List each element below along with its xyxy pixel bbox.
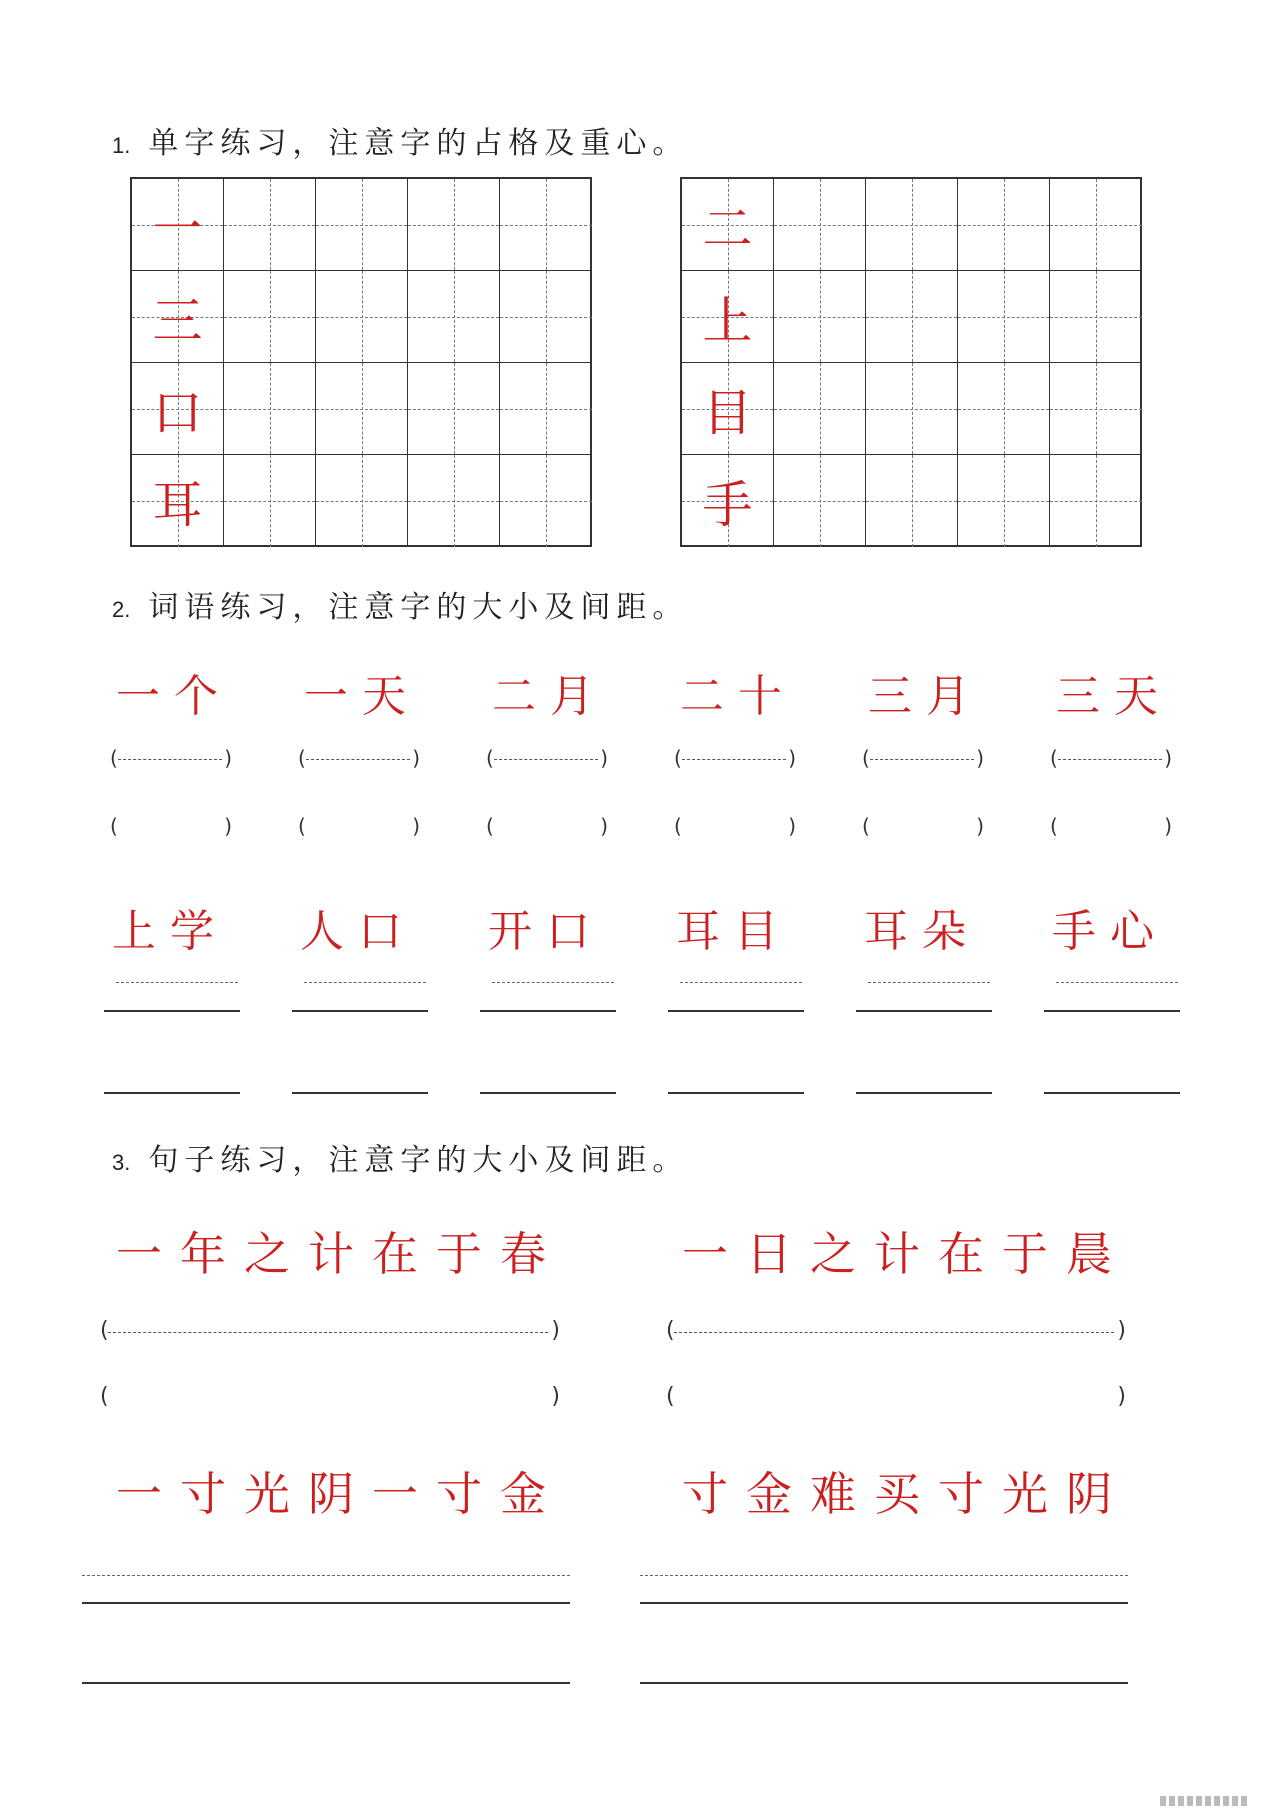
grid-cell[interactable] bbox=[866, 271, 958, 363]
guide-line-horizontal bbox=[866, 225, 957, 226]
paren-open: ( bbox=[486, 746, 494, 770]
dashed-writing-line bbox=[116, 982, 238, 983]
guide-line-horizontal bbox=[1050, 317, 1142, 318]
guide-line-horizontal bbox=[500, 225, 592, 226]
grid-cell[interactable] bbox=[774, 271, 866, 363]
grid-cell[interactable] bbox=[500, 455, 592, 547]
guide-line-horizontal bbox=[500, 501, 592, 502]
dashed-guide bbox=[108, 1332, 548, 1333]
grid-cell[interactable] bbox=[408, 271, 500, 363]
model-word: 一天 bbox=[304, 671, 420, 722]
paren-close: ) bbox=[1164, 814, 1172, 838]
paren-close: ) bbox=[412, 746, 420, 770]
paren-open: ( bbox=[110, 814, 118, 838]
writing-line[interactable] bbox=[292, 1092, 428, 1094]
section-number: 3. bbox=[112, 1150, 131, 1175]
guide-line-horizontal bbox=[224, 225, 315, 226]
model-sentence: 一日之计在于晨 bbox=[682, 1227, 1130, 1281]
model-sentence: 一寸光阴一寸金 bbox=[116, 1467, 564, 1521]
grid-cell[interactable] bbox=[500, 271, 592, 363]
guide-line-horizontal bbox=[1050, 501, 1142, 502]
writing-line[interactable] bbox=[104, 1010, 240, 1012]
section-title: 单字练习，注意字的占格及重心。 bbox=[148, 126, 689, 161]
paren-close: ) bbox=[1117, 1384, 1126, 1409]
grid-cell[interactable] bbox=[500, 179, 592, 271]
model-word: 三天 bbox=[1056, 671, 1172, 722]
writing-grid-right bbox=[680, 177, 1142, 547]
paren-open: ( bbox=[674, 746, 682, 770]
guide-line-horizontal bbox=[408, 317, 499, 318]
guide-line-horizontal bbox=[774, 317, 865, 318]
paren-close: ) bbox=[976, 814, 984, 838]
guide-line-horizontal bbox=[866, 501, 957, 502]
paren-open: ( bbox=[298, 814, 306, 838]
writing-line[interactable] bbox=[1044, 1092, 1180, 1094]
guide-line-horizontal bbox=[408, 409, 499, 410]
grid-cell[interactable] bbox=[224, 455, 316, 547]
model-word: 三月 bbox=[868, 671, 984, 722]
grid-cell bbox=[132, 271, 224, 363]
section-title: 词语练习，注意字的大小及间距。 bbox=[148, 590, 689, 625]
grid-cell bbox=[682, 179, 774, 271]
pinyin-answer-box[interactable] bbox=[1050, 746, 1172, 772]
paren-close: ) bbox=[412, 814, 420, 838]
grid-cell bbox=[682, 363, 774, 455]
guide-line-horizontal bbox=[1050, 225, 1142, 226]
paren-close: ) bbox=[1164, 746, 1172, 770]
paren-open: ( bbox=[862, 814, 870, 838]
model-character: 二 bbox=[702, 199, 753, 258]
guide-line-horizontal bbox=[408, 501, 499, 502]
grid-cell[interactable] bbox=[224, 363, 316, 455]
dashed-guide bbox=[682, 759, 786, 760]
dashed-guide bbox=[870, 759, 974, 760]
guide-line-horizontal bbox=[774, 501, 865, 502]
guide-line-horizontal bbox=[866, 409, 957, 410]
paren-open: ( bbox=[674, 814, 682, 838]
grid-cell[interactable] bbox=[1050, 455, 1142, 547]
pinyin-answer-box[interactable] bbox=[100, 1318, 560, 1344]
grid-cell bbox=[132, 363, 224, 455]
dashed-writing-line bbox=[82, 1575, 570, 1576]
section-2-heading bbox=[112, 582, 688, 626]
grid-cell bbox=[132, 179, 224, 271]
section-1-heading bbox=[112, 118, 688, 162]
paren-close: ) bbox=[788, 814, 796, 838]
paren-open: ( bbox=[110, 746, 118, 770]
grid-cell[interactable] bbox=[774, 179, 866, 271]
grid-cell[interactable] bbox=[958, 363, 1050, 455]
model-character: 手 bbox=[702, 476, 753, 534]
guide-line-horizontal bbox=[958, 317, 1049, 318]
paren-close: ) bbox=[224, 814, 232, 838]
answer-box[interactable] bbox=[666, 1384, 1126, 1410]
paren-open: ( bbox=[1050, 746, 1058, 770]
writing-line[interactable] bbox=[1044, 1010, 1180, 1012]
paren-close: ) bbox=[1117, 1318, 1126, 1343]
writing-line[interactable] bbox=[640, 1602, 1128, 1604]
guide-line-horizontal bbox=[500, 409, 592, 410]
guide-line-horizontal bbox=[866, 317, 957, 318]
writing-line[interactable] bbox=[104, 1092, 240, 1094]
dashed-writing-line bbox=[868, 982, 990, 983]
grid-cell[interactable] bbox=[866, 455, 958, 547]
paren-close: ) bbox=[551, 1384, 560, 1409]
guide-line-horizontal bbox=[1050, 409, 1142, 410]
pinyin-answer-box[interactable] bbox=[486, 746, 608, 772]
guide-line-horizontal bbox=[774, 409, 865, 410]
writing-line[interactable] bbox=[480, 1010, 616, 1012]
guide-line-horizontal bbox=[224, 409, 315, 410]
writing-line[interactable] bbox=[668, 1010, 804, 1012]
model-character: 一 bbox=[152, 199, 203, 258]
paren-close: ) bbox=[600, 814, 608, 838]
paren-open: ( bbox=[100, 1384, 109, 1409]
model-sentence: 一年之计在于春 bbox=[116, 1227, 564, 1281]
pinyin-answer-box[interactable] bbox=[298, 746, 420, 772]
guide-line-horizontal bbox=[316, 225, 407, 226]
grid-cell[interactable] bbox=[1050, 179, 1142, 271]
grid-cell[interactable] bbox=[408, 363, 500, 455]
grid-cell[interactable] bbox=[316, 179, 408, 271]
dashed-writing-line bbox=[492, 982, 614, 983]
answer-box[interactable] bbox=[298, 814, 420, 840]
dashed-guide bbox=[674, 1332, 1114, 1333]
grid-cell[interactable] bbox=[866, 363, 958, 455]
model-word: 人口 bbox=[300, 906, 416, 957]
dashed-writing-line bbox=[304, 982, 426, 983]
guide-line-horizontal bbox=[958, 501, 1049, 502]
model-word: 二十 bbox=[680, 671, 796, 722]
paren-open: ( bbox=[298, 746, 306, 770]
paren-close: ) bbox=[788, 746, 796, 770]
section-number: 1. bbox=[112, 133, 131, 158]
guide-line-horizontal bbox=[224, 317, 315, 318]
answer-box[interactable] bbox=[110, 814, 232, 840]
paren-close: ) bbox=[551, 1318, 560, 1343]
writing-line[interactable] bbox=[480, 1092, 616, 1094]
grid-cell bbox=[132, 455, 224, 547]
dashed-guide bbox=[494, 759, 598, 760]
model-character: 口 bbox=[152, 383, 203, 442]
pinyin-answer-box[interactable] bbox=[674, 746, 796, 772]
paren-open: ( bbox=[1050, 814, 1058, 838]
guide-line-horizontal bbox=[316, 501, 407, 502]
guide-line-horizontal bbox=[408, 225, 499, 226]
model-word: 耳朵 bbox=[864, 906, 980, 957]
grid-cell[interactable] bbox=[316, 271, 408, 363]
pinyin-answer-box[interactable] bbox=[666, 1318, 1126, 1344]
paren-close: ) bbox=[600, 746, 608, 770]
answer-box[interactable] bbox=[1050, 814, 1172, 840]
answer-box[interactable] bbox=[486, 814, 608, 840]
grid-cell[interactable] bbox=[1050, 363, 1142, 455]
model-character: 目 bbox=[702, 383, 753, 442]
writing-grid-left bbox=[130, 177, 592, 547]
pinyin-answer-box[interactable] bbox=[862, 746, 984, 772]
grid-cell[interactable] bbox=[408, 455, 500, 547]
dashed-guide bbox=[306, 759, 410, 760]
grid-cell[interactable] bbox=[316, 455, 408, 547]
model-word: 开口 bbox=[488, 906, 604, 957]
paren-close: ) bbox=[976, 746, 984, 770]
grid-cell[interactable] bbox=[958, 455, 1050, 547]
paren-open: ( bbox=[666, 1318, 675, 1343]
paren-close: ) bbox=[224, 746, 232, 770]
grid-cell[interactable] bbox=[1050, 271, 1142, 363]
model-word: 上学 bbox=[112, 906, 228, 957]
dashed-writing-line bbox=[1056, 982, 1178, 983]
dashed-writing-line bbox=[680, 982, 802, 983]
grid-cell[interactable] bbox=[224, 271, 316, 363]
dashed-guide bbox=[1058, 759, 1162, 760]
grid-cell bbox=[682, 271, 774, 363]
writing-line[interactable] bbox=[856, 1010, 992, 1012]
answer-box[interactable] bbox=[674, 814, 796, 840]
guide-line-horizontal bbox=[958, 409, 1049, 410]
writing-line[interactable] bbox=[668, 1092, 804, 1094]
model-word: 手心 bbox=[1052, 906, 1168, 957]
guide-line-horizontal bbox=[224, 501, 315, 502]
section-3-heading bbox=[112, 1135, 688, 1179]
paren-open: ( bbox=[666, 1384, 675, 1409]
grid-cell[interactable] bbox=[958, 271, 1050, 363]
grid-cell[interactable] bbox=[316, 363, 408, 455]
answer-box[interactable] bbox=[100, 1384, 560, 1410]
model-character: 上 bbox=[702, 291, 753, 350]
writing-line[interactable] bbox=[82, 1682, 570, 1684]
grid-cell[interactable] bbox=[866, 179, 958, 271]
grid-cell[interactable] bbox=[958, 179, 1050, 271]
writing-line[interactable] bbox=[640, 1682, 1128, 1684]
guide-line-horizontal bbox=[316, 317, 407, 318]
model-word: 一个 bbox=[116, 671, 232, 722]
guide-line-horizontal bbox=[316, 409, 407, 410]
model-character: 耳 bbox=[152, 476, 203, 534]
watermark-bars bbox=[1160, 1796, 1260, 1806]
model-sentence: 寸金难买寸光阴 bbox=[682, 1467, 1130, 1521]
guide-line-horizontal bbox=[774, 225, 865, 226]
grid-cell[interactable] bbox=[774, 363, 866, 455]
writing-line[interactable] bbox=[292, 1010, 428, 1012]
paren-open: ( bbox=[486, 814, 494, 838]
model-word: 耳目 bbox=[676, 906, 792, 957]
model-word: 二月 bbox=[492, 671, 608, 722]
writing-line[interactable] bbox=[82, 1602, 570, 1604]
grid-cell[interactable] bbox=[774, 455, 866, 547]
grid-cell[interactable] bbox=[500, 363, 592, 455]
guide-line-horizontal bbox=[500, 317, 592, 318]
dashed-writing-line bbox=[640, 1575, 1128, 1576]
pinyin-answer-box[interactable] bbox=[110, 746, 232, 772]
grid-cell bbox=[682, 455, 774, 547]
section-number: 2. bbox=[112, 597, 131, 622]
guide-line-horizontal bbox=[958, 225, 1049, 226]
writing-line[interactable] bbox=[856, 1092, 992, 1094]
paren-open: ( bbox=[862, 746, 870, 770]
model-character: 三 bbox=[152, 291, 203, 350]
answer-box[interactable] bbox=[862, 814, 984, 840]
paren-open: ( bbox=[100, 1318, 109, 1343]
section-title: 句子练习，注意字的大小及间距。 bbox=[148, 1143, 689, 1178]
dashed-guide bbox=[118, 759, 222, 760]
grid-cell[interactable] bbox=[224, 179, 316, 271]
grid-cell[interactable] bbox=[408, 179, 500, 271]
